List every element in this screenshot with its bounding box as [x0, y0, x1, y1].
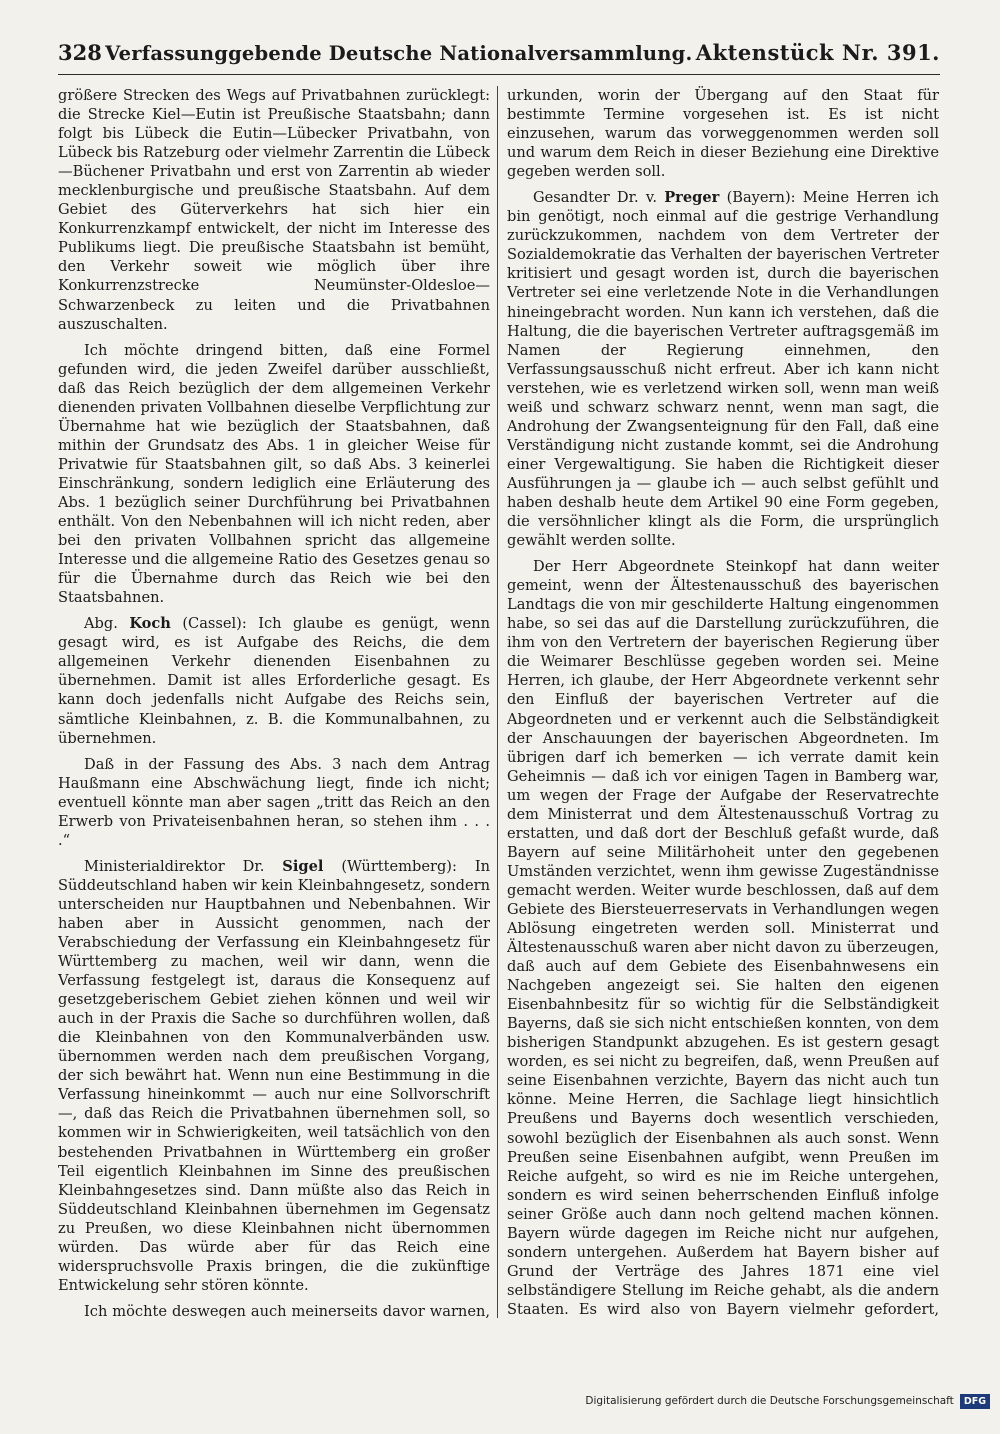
page-number: 328: [58, 40, 102, 65]
speaker-paragraph: Ministerialdirektor Dr. Sigel (Württemberg): In Süddeutschland haben wir kein Kleinbahngesetz, sondern unterscheiden nur Hauptbahnen und Nebenbahnen. Wir haben aber in Aussicht genommen, nach der Verabschiedung der Verfassung ein Kleinbahngesetz für Württemberg zu machen, weil wir dann, wenn die Verfassung festgelegt ist, daraus die Konsequenz auf gesetzgeberischem Gebiet ziehen können und weil wir auch in der Praxis die Sache so durchführen wollen, daß die Kleinbahnen von den Kommunalverbänden usw. übernommen werden nach dem preußischen Vorgang, der sich bewährt hat. Wenn nun eine Bestimmung in die Verfassung hineinkommt — auch nur eine Sollvorschrift —, daß das Reich die Privatbahnen übernehmen soll, so kommen wir in Schwierigkeiten, weil tatsächlich von den bestehenden Privatbahnen in Württemberg ein großer Teil eigentlich Kleinbahnen im Sinne des preußischen Kleinbahngesetzes sind. Dann müßte also das Reich in Süddeutschland Kleinbahnen übernehmen im Gegensatz zu Preußen, wo diese Kleinbahnen nicht übernommen würden. Das würde aber für das Reich eine widerspruchsvolle Praxis bringen, die die zukünftige Entwickelung sehr stören könnte.: [58, 857, 490, 1294]
paragraph: Der Herr Abgeordnete Steinkopf hat dann weiter gemeint, wenn der Ältestenausschuß des bayerischen Landtags die von mir geschilderte Haltung eingenommen habe, so sei das auf die Darstellung zurückzuführen, die ihm von den Vertretern der bayerischen Regierung über die Weimarer Beschlüsse gegeben worden sei. Meine Herren, ich glaube, der Herr Abgeordnete verkennt sehr den Einfluß der bayerischen Vertreter auf die Abgeordneten und er verkennt auch die Selbständigkeit der Anschauungen der bayerischen Abgeordneten. Im übrigen darf ich bemerken — ich verrate damit kein Geheimnis — daß ich vor einigen Tagen in Bamberg war, um wegen der Frage der Aufgabe der Reservatrechte dem Ministerrat und dem Ältestenausschuß Vortrag zu erstatten, und daß dort der Beschluß gefaßt wurde, daß Bayern auf seine Militärhoheit unter den gegebenen Umständen verzichtet, wenn ihm gewisse Zugeständnisse gemacht werden. Weiter wurde beschlossen, daß auf dem Gebiete des Biersteuerreservats in Verhandlungen wegen Ablösung eingetreten werden soll. Ministerrat und Ältestenausschuß waren aber nicht davon zu überzeugen, daß auch auf dem Gebiete des Eisenbahnwesens ein Nachgeben angezeigt sei. Sie halten den eigenen Eisenbahnbesitz für so wichtig für die Selbständigkeit Bayerns, daß sie sich nicht entschießen konnten, von dem bisherigen Standpunkt abzugehen. Es ist gestern gesagt worden, es sei nicht zu begreifen, daß, wenn Preußen auf seine Eisenbahnen verzichte, Bayern das nicht auch tun könne. Meine Herren, die Sachlage liegt hinsichtlich Preußens und Bayerns doch wesentlich verschieden, sowohl bezüglich der Eisenbahnen als auch sonst. Wenn Preußen seine Eisenbahnen aufgibt, wenn Preußen im Reiche aufgeht, so wird es nie im Reiche untergehen, sondern es wird seinen beherrschenden Einfluß infolge seiner Größe auch dann noch geltend machen können. Bayern würde dagegen im Reiche nicht nur aufgehen, sondern untergehen. Außerdem hat Bayern bisher auf Grund der Verträge des Jahres 1871 eine viel selbständigere Stellung im Reiche gehabt, als die andern Staaten. Es wird also von Bayern vielmehr gefordert,: [507, 558, 939, 1318]
speaker-paragraph: Abg. Koch (Cassel): Ich glaube es genügt, wenn gesagt wird, es ist Aufgabe des Reichs, die dem allgemeinen Verkehr dienenden Eisenbahnen zu übernehmen. Damit ist alles Erforderliche gesagt. Es kann doch jedenfalls nicht Aufgabe des Reichs sein, sämtliche Kleinbahnen, z. B. die Kommunalbahnen, zu übernehmen.: [58, 615, 490, 747]
paragraph: größere Strecken des Wegs auf Privatbahnen zurücklegt: die Strecke Kiel—Eutin ist Preußische Staatsbahn; dann folgt bis Lübeck die Eutin—Lübecker Privatbahn, von Lübeck bis Ratzeburg oder vielmehr Zarrentin die Lübeck—Büchener Privatbahn und erst von Zarrentin ab wieder mecklenburgische und preußische Staatsbahn. Auf dem Gebiet des Güterverkehrs hat sich hier ein Konkurrenzkampf entwickelt, der nicht im Interesse des Publikums liegt. Die preußische Staatsbahn ist bemüht, den Verkehr soweit wie möglich über ihre Konkurrenzstrecke Neumünster-Oldesloe—Schwarzenbeck zu leiten und die Privatbahnen auszuschalten.: [58, 87, 490, 333]
paragraph: Daß in der Fassung des Abs. 3 nach dem Antrag Haußmann eine Abschwächung liegt, finde ich nicht; eventuell könnte man aber sagen „tritt das Reich an den Erwerb von Privateisenbahnen heran, so stehen ihm . . . .“: [58, 755, 490, 849]
credit-text: Digitalisierung gefördert durch die Deutsche Forschungsgemeinschaft: [585, 1395, 954, 1407]
document-number: Aktenstück Nr. 391.: [695, 40, 940, 65]
paragraph: urkunden, worin der Übergang auf den Staat für bestimmte Termine vorgesehen ist. Es ist nicht einzusehen, warum das vorweggenommen werden soll und warum dem Reich in dieser Beziehung eine Direktive gegeben werden soll.: [507, 87, 939, 181]
right-column: [507, 86, 939, 1318]
paragraph: Ich möchte dringend bitten, daß eine Formel gefunden wird, die jeden Zweifel darüber ausschließt, daß das Reich bezüglich der dem allgemeinen Verkehr dienenden privaten Vollbahnen dieselbe Verpflichtung zur Übernahme hat wie bezüglich der Staatsbahnen, daß mithin der Grundsatz des Abs. 1 in gleicher Weise für Privatwie für Staatsbahnen gilt, so daß Abs. 3 keinerlei Einschränkung, sondern lediglich eine Erläuterung des Abs. 1 bezüglich seiner Durchführung bei Privatbahnen enthält. Von den Nebenbahnen will ich nicht reden, aber bei den privaten Vollbahnen spricht das allgemeine Interesse und die allgemeine Ratio des Gesetzes genau so für die Übernahme durch das Reich wie bei den Staatsbahnen.: [58, 341, 490, 607]
speaker-prefix: Ministerialdirektor Dr.: [84, 857, 265, 875]
digitization-credit: [560, 1392, 990, 1410]
speaker-name: Koch: [129, 615, 171, 633]
speaker-paragraph: Gesandter Dr. v. Preger (Bayern): Meine Herren ich bin genötigt, noch einmal auf die gestrige Verhandlung zurückzukommen, nachdem von dem Vertreter der Sozialdemokratie das Verhalten der bayerischen Vertreter kritisiert und gesagt worden ist, durch die bayerischen Vertreter sei eine verletzende Note in die Verhandlungen hineingebracht worden. Nun kann ich verstehen, daß die Haltung, die die bayerischen Vertreter auftragsgemäß im Namen der Regierung einnehmen, den Verfassungsausschuß nicht erfreut. Aber ich kann nicht verstehen, wie es verletzend wirken soll, wenn man weiß weiß und schwarz schwarz nennt, wenn man sagt, die Androhung der Zwangsenteignung für den Fall, daß eine Verständigung nicht zustande kommt, sei die Androhung einer Vergewaltigung. Sie haben die Richtigkeit dieser Ausführungen ja — glaube ich — auch selbst gefühlt und haben deshalb heute dem Artikel 90 eine Form gegeben, die versöhnlicher klingt als die Form, die ursprünglich gewählt werden sollte.: [507, 189, 939, 550]
page-header: [58, 40, 940, 75]
speaker-prefix: Abg.: [84, 615, 118, 633]
dfg-logo: DFG: [960, 1394, 990, 1409]
speaker-name: Sigel: [282, 857, 324, 875]
speaker-name: Preger: [664, 189, 720, 207]
running-title: Verfassunggebende Deutsche Nationalversammlung.: [105, 42, 693, 65]
column-divider: [497, 86, 498, 1318]
speaker-prefix: Gesandter Dr. v.: [533, 189, 657, 207]
left-column: [58, 86, 490, 1318]
paragraph: Ich möchte deswegen auch meinerseits davor warnen,: [84, 1302, 490, 1318]
